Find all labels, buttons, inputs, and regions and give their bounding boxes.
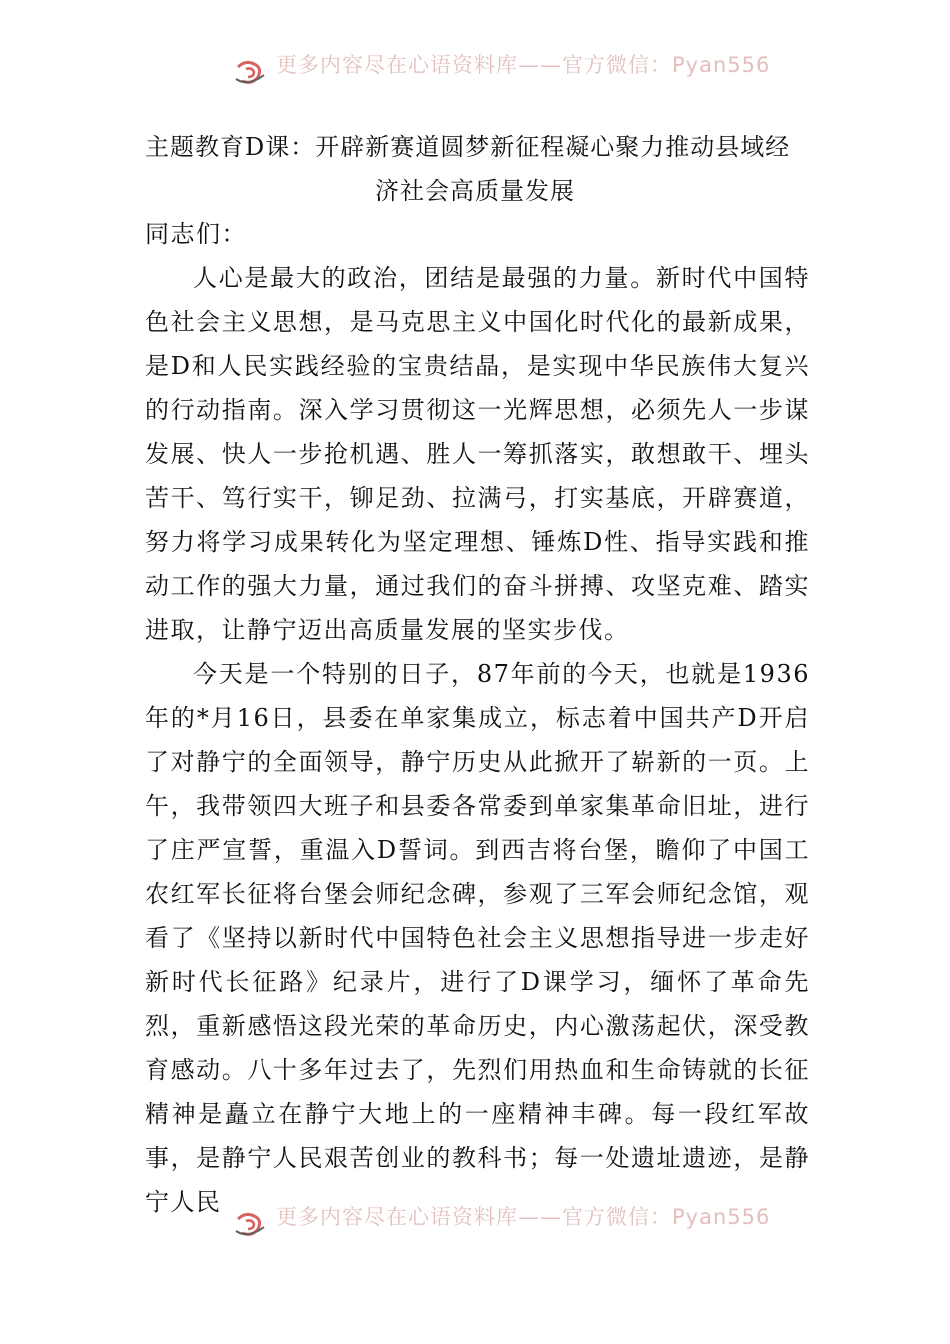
- watermark-logo-icon: [232, 57, 272, 87]
- watermark-logo-icon: [232, 1209, 272, 1239]
- footer-watermark: [0, 1204, 950, 1244]
- watermark-text: 更多内容尽在心语资料库——官方微信：Pyan556: [276, 53, 771, 77]
- paragraph: 今天是一个特别的日子，87年前的今天，也就是1936年的*月16日，县委在单家集成立，标志着中国共产D开启了对静宁的全面领导，静宁历史从此掀开了崭新的一页。上午，我带领四大班子和县委各常委到单家集革命旧址，进行了庄严宣誓，重温入D誓词。到西吉将台堡，瞻仰了中国工农红军长征将台堡会师纪念碑，参观了三军会师纪念馆，观看了《坚持以新时代中国特色社会主义思想指导进一步走好新时代长征路》纪录片，进行了D课学习，缅怀了革命先烈，重新感悟这段光荣的革命历史，内心激荡起伏，深受教育感动。八十多年过去了，先烈们用热血和生命铸就的长征精神是矗立在静宁大地上的一座精神丰碑。每一段红军故事，是静宁人民艰苦创业的教科书；每一处遗址遗迹，是静宁人民: [145, 660, 810, 1216]
- document-body: [145, 212, 810, 1224]
- document-title-line-2: 济社会高质量发展: [375, 177, 575, 205]
- paragraph: 人心是最大的政治，团结是最强的力量。新时代中国特色社会主义思想，是马克思主义中国化时代化的最新成果，是D和人民实践经验的宝贵结晶，是实现中华民族伟大复兴的行动指南。深入学习贯彻这一光辉思想，必须先人一步谋发展、快人一步抢机遇、胜人一筹抓落实，敢想敢干、埋头苦干、笃行实干，铆足劲、拉满弓，打实基底，开辟赛道，努力将学习成果转化为坚定理想、锤炼D性、指导实践和推动工作的强大力量，通过我们的奋斗拼搏、攻坚克难、踏实进取，让静宁迈出高质量发展的坚实步伐。: [145, 264, 810, 644]
- watermark-text: 更多内容尽在心语资料库——官方微信：Pyan556: [276, 1205, 771, 1229]
- header-watermark: [0, 52, 950, 92]
- salutation: 同志们：: [145, 220, 247, 248]
- document-title-line-1: 主题教育D课：开辟新赛道圆梦新征程凝心聚力推动县域经: [145, 133, 791, 161]
